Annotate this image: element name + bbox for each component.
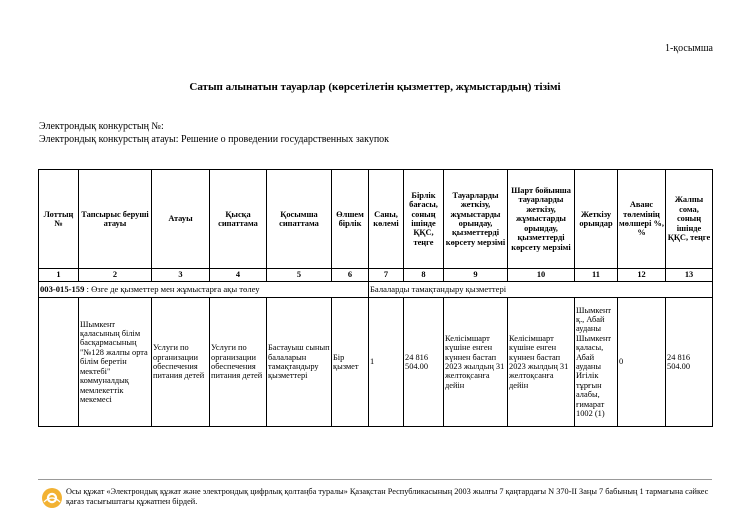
advance-cell: 0	[618, 298, 666, 427]
header-cell: Саны, көлемі	[369, 170, 404, 269]
delivery-term-cell: Келісімшарт күшіне енген күннен бастап 2023 жылдың 31 желтоқсанға дейін	[444, 298, 508, 427]
header-cell: Лоттың №	[39, 170, 79, 269]
contest-name-label: Электрондық конкурстың атауы: Решение о проведении государственных закупок	[39, 134, 390, 145]
unit-cell: Бір қызмет	[332, 298, 369, 427]
page-title: Сатып алынатын тауарлар (көрсетілетін қызметтер, жұмыстардың) тізімі	[189, 81, 561, 93]
column-number: 7	[369, 269, 404, 282]
egov-sun-logo-icon	[41, 487, 63, 509]
short-description-cell: Услуги по организации обеспечения питания детей	[210, 298, 267, 427]
lot-number-cell	[39, 298, 79, 427]
header-cell: Бірлік бағасы, соның ішінде ҚҚС, теңге	[404, 170, 444, 269]
contest-number-label: Электрондық конкурстың №:	[39, 121, 164, 132]
column-number: 6	[332, 269, 369, 282]
column-number: 4	[210, 269, 267, 282]
header-cell: Тауарларды жеткізу, жұмыстарды орындау, қызметтерді көрсету мерзімі	[444, 170, 508, 269]
column-number-row	[39, 269, 713, 282]
column-number: 13	[666, 269, 713, 282]
header-cell: Жеткізу орындар	[575, 170, 618, 269]
column-number: 11	[575, 269, 618, 282]
extra-description-cell: Бастауыш сынып балаларын тамақтандыру қызметтері	[267, 298, 332, 427]
contract-term-cell: Келісімшарт күшіне енген күннен бастап 2023 жылдың 31 желтоқсанға дейін	[508, 298, 575, 427]
group-description: : Өзге де қызметтер мен жұмыстарға ақы төлеу	[84, 283, 260, 294]
customer-cell: Шымкент қаласының білім басқармасының "№128 жалпы орта білім беретін мектебі" коммуналдық мемлекеттік мекемесі	[79, 298, 152, 427]
header-cell: Атауы	[152, 170, 210, 269]
header-cell: Тапсырыс беруші атауы	[79, 170, 152, 269]
header-row	[39, 170, 713, 269]
column-number: 12	[618, 269, 666, 282]
annex-label: 1-қосымша	[664, 43, 713, 54]
group-classifier-cell	[39, 282, 369, 298]
quantity-cell: 1	[369, 298, 404, 427]
column-number: 5	[267, 269, 332, 282]
column-number: 3	[152, 269, 210, 282]
column-number: 10	[508, 269, 575, 282]
footer-divider	[38, 479, 712, 480]
table-row	[39, 298, 713, 427]
header-cell: Аванс төлемінің мөлшері %, %	[618, 170, 666, 269]
footer-legal-notice: Осы құжат «Электрондық құжат және электрондық цифрлық қолтаңба туралы» Қазақстан Республикасының 2003 жылғы 7 қаңтардағы N 370-II Заңы 7 бабының 1 тармағына сәйкес қағаз тасығыштағы құжатпен бірдей.	[66, 487, 709, 507]
total-amount-cell: 24 816 504.00	[666, 298, 713, 427]
unit-price-cell: 24 816 504.00	[404, 298, 444, 427]
header-cell: Қысқа сипаттама	[210, 170, 267, 269]
name-cell: Услуги по организации обеспечения питания детей	[152, 298, 210, 427]
header-cell: Қосымша сипаттама	[267, 170, 332, 269]
column-number: 8	[404, 269, 444, 282]
header-cell: Өлшем бірлік	[332, 170, 369, 269]
column-number: 1	[39, 269, 79, 282]
column-number: 2	[79, 269, 152, 282]
header-cell: Жалпы сома, соның ішінде ҚҚС, теңге	[666, 170, 713, 269]
column-number: 9	[444, 269, 508, 282]
header-cell: Шарт бойынша тауарларды жеткізу, жұмыстарды орындау, қызметтерді көрсету мерзімі	[508, 170, 575, 269]
group-row	[39, 282, 713, 298]
items-table	[38, 169, 713, 427]
group-category: Балаларды тамақтандыру қызметтері	[369, 282, 713, 298]
group-code: 003-015-159	[40, 283, 85, 294]
delivery-place-cell: Шымкент қ., Абай ауданы Шымкент қаласы, Абай ауданы Игілік тұрғын алабы, ғимарат 1002 (1)	[575, 298, 618, 427]
